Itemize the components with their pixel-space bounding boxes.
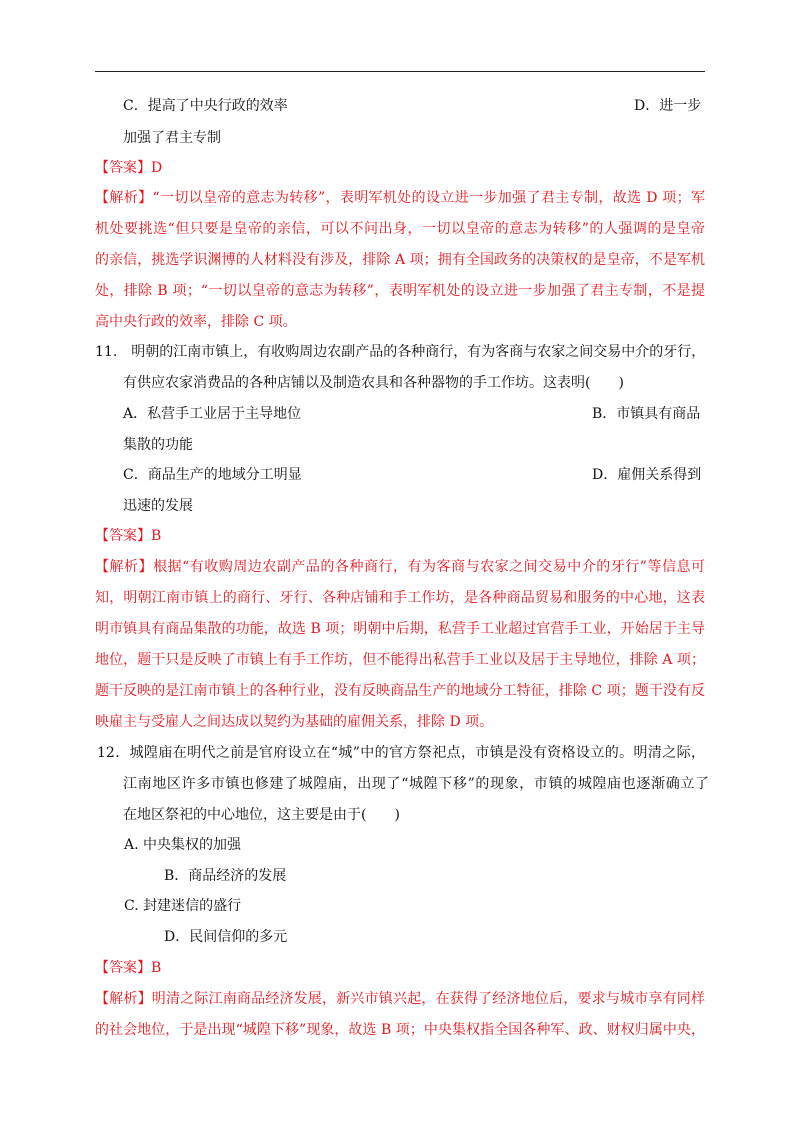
q10-analysis-line: 机处要挑选“但只要是皇帝的亲信，可以不问出身，一切以皇帝的意志为转移”的人强调的是皇帝 xyxy=(95,221,705,237)
q11-option-d-cont: 迅速的发展 xyxy=(123,498,193,514)
q12-stem-cont: 在地区祭祀的中心地位，这主要是由于( ) xyxy=(123,807,400,823)
q10-option-d-cont: 加强了君主专制 xyxy=(123,130,221,146)
q11-analysis-line: 题干反映的是江南市镇上的各种行业，没有反映商品生产的地域分工特征，排除 C 项；题干没有反 xyxy=(95,683,705,699)
q11-analysis-line: 地位，题干只是反映了市镇上有手工作坊，但不能得出私营手工业以及居于主导地位，排除 A 项； xyxy=(95,652,705,668)
q11-answer: 【答案】B xyxy=(95,528,162,544)
q11-stem-cont: 有供应农家消费品的各种店铺以及制造农具和各种器物的手工作坊。这表明( ) xyxy=(123,375,624,391)
q10-analysis-line: 【解析】“一切以皇帝的意志为转移”，表明军机处的设立进一步加强了君主专制，故选 D 项；军 xyxy=(95,190,705,206)
q11-option-a[interactable]: A．私营手工业居于主导地位 xyxy=(123,406,302,422)
q11-analysis-line: 明市镇具有商品集散的功能，故选 B 项；明朝中后期，私营手工业超过官营手工业，开始居于主导 xyxy=(95,621,705,637)
q11-analysis-line: 【解析】根据“有收购周边农副产品的各种商行，有为客商与农家之间交易中介的牙行”等信息可 xyxy=(95,559,705,575)
q12-analysis-line: 【解析】明清之际江南商品经济发展，新兴市镇兴起，在获得了经济地位后，要求与城市享有同样 xyxy=(95,991,705,1007)
q10-option-c[interactable]: C．提高了中央行政的效率 xyxy=(123,98,288,114)
q12-stem-cont: 江南地区许多市镇也修建了城隍庙，出现了“城隍下移”的现象，市镇的城隍庙也逐渐确立了 xyxy=(123,776,709,792)
q12-option-b[interactable]: B．商品经济的发展 xyxy=(164,868,287,884)
q12-analysis-line: 的社会地位，于是出现“城隍下移”现象，故选 B 项；中央集权指全国各种军、政、财权归属中央， xyxy=(95,1022,705,1038)
q10-analysis-line: 处，排除 B 项；“一切以皇帝的意志为转移”，表明军机处的设立进一步加强了君主专制，不是提 xyxy=(95,283,705,299)
q11-option-b-cont: 集散的功能 xyxy=(123,437,193,453)
q10-analysis-line: 高中央行政的效率，排除 C 项。 xyxy=(95,314,297,330)
header-rule xyxy=(95,71,705,72)
q12-stem: 12．城隍庙在明代之前是官府设立在“城”中的官方祭祀点，市镇是没有资格设立的。明清之际， xyxy=(97,745,705,761)
q12-option-d[interactable]: D．民间信仰的多元 xyxy=(164,929,288,945)
q10-analysis-line: 的亲信，挑选学识渊博的人材料没有涉及，排除 A 项；拥有全国政务的决策权的是皇帝，不是军机 xyxy=(95,252,705,268)
q11-stem: 11. 明朝的江南市镇上，有收购周边农副产品的各种商行，有为客商与农家之间交易中介的牙行， xyxy=(95,344,706,360)
q11-option-c[interactable]: C．商品生产的地域分工明显 xyxy=(123,467,302,483)
q10-option-d[interactable]: D．进一步 xyxy=(634,98,702,114)
q11-option-b[interactable]: B．市镇具有商品 xyxy=(592,406,701,422)
q12-option-c[interactable]: C. 封建迷信的盛行 xyxy=(124,898,242,914)
q11-analysis-line: 知，明朝江南市镇上的商行、牙行、各种店铺和手工作坊，是各种商品贸易和服务的中心地，这表 xyxy=(95,590,705,606)
q12-option-a[interactable]: A. 中央集权的加强 xyxy=(124,837,242,853)
q11-analysis-line: 映雇主与受雇人之间达成以契约为基础的雇佣关系，排除 D 项。 xyxy=(95,714,494,730)
q12-answer: 【答案】B xyxy=(95,960,162,976)
q10-answer: 【答案】D xyxy=(95,160,163,176)
q11-option-d[interactable]: D．雇佣关系得到 xyxy=(592,467,702,483)
